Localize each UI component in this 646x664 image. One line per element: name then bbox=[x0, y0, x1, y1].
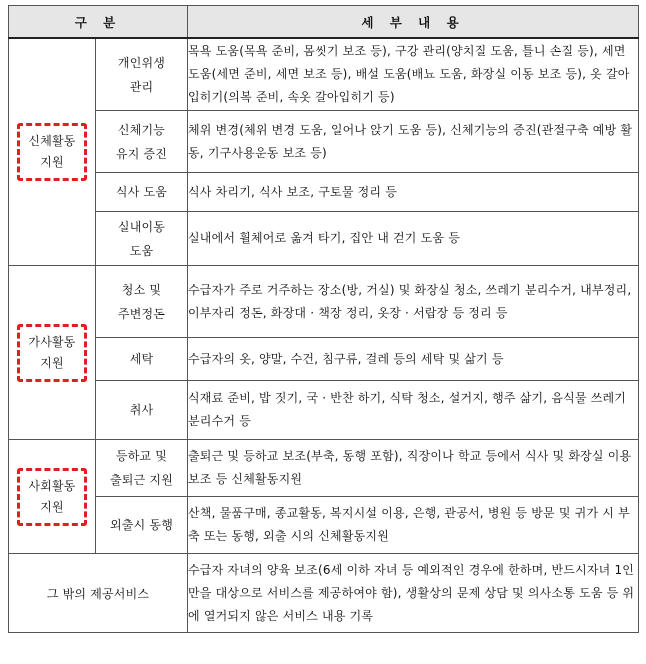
item-cell: 등하교 및 출퇴근 지원 bbox=[96, 440, 188, 497]
other-services-label: 그 밖의 제공서비스 bbox=[9, 554, 188, 633]
item-cell: 취사 bbox=[96, 381, 188, 440]
category-label-housework: 가사활동 지원 bbox=[17, 324, 86, 382]
category-label-physical: 신체활동 지원 bbox=[17, 123, 86, 181]
category-label-social: 사회활동 지원 bbox=[17, 468, 86, 526]
detail-cell: 식사 차리기, 식사 보조, 구토물 정리 등 bbox=[188, 173, 639, 212]
detail-cell: 수급자가 주로 거주하는 장소(방, 거실) 및 화장실 청소, 쓰레기 분리수거, 내부정리, 이부자리 정돈, 화장대 · 책장 정리, 옷장 · 서랍장 등 정리 등 bbox=[188, 266, 639, 338]
table-row bbox=[9, 381, 639, 440]
table-row bbox=[9, 497, 639, 554]
detail-cell: 수급자의 옷, 양말, 수건, 침구류, 걸레 등의 세탁 및 삶기 등 bbox=[188, 338, 639, 381]
category-cell-physical bbox=[9, 38, 96, 266]
header-category: 구 분 bbox=[9, 6, 188, 39]
detail-cell: 목욕 도움(목욕 준비, 몸씻기 보조 등), 구강 관리(양치질 도움, 틀니 손질 등), 세면 도움(세면 준비, 세면 보조 등), 배설 도움(배뇨 도움, 화장실 이동 보조 등), 옷 갈아입히기(의복 준비, 속옷 갈아입히기 등) bbox=[188, 38, 639, 111]
item-cell: 신체기능 유지 증진 bbox=[96, 111, 188, 173]
table-row bbox=[9, 338, 639, 381]
header-detail: 세 부 내 용 bbox=[188, 6, 639, 39]
detail-cell: 식재료 준비, 밥 짓기, 국 · 반찬 하기, 식탁 청소, 설거지, 행주 삶기, 음식물 쓰레기 분리수거 등 bbox=[188, 381, 639, 440]
detail-cell: 체위 변경(체위 변경 도움, 일어나 앉기 도움 등), 신체기능의 증진(관절구축 예방 활동, 기구사용운동 보조 등) bbox=[188, 111, 639, 173]
service-table bbox=[8, 5, 639, 633]
table-row bbox=[9, 38, 639, 111]
item-cell: 세탁 bbox=[96, 338, 188, 381]
table-header-row bbox=[9, 6, 639, 39]
table-row bbox=[9, 440, 639, 497]
category-cell-social bbox=[9, 440, 96, 554]
category-cell-housework bbox=[9, 266, 96, 440]
table-row bbox=[9, 266, 639, 338]
detail-cell: 수급자 자녀의 양육 보조(6세 이하 자녀 등 예외적인 경우에 한하며, 반드시자녀 1인 만을 대상으로 서비스를 제공하여야 함), 생활상의 문제 상담 및 의사소통 도움 등 위에 열거되지 않은 서비스 내용 기록 bbox=[188, 554, 639, 633]
table-row bbox=[9, 554, 639, 633]
detail-cell: 산책, 물품구매, 종교활동, 복지시설 이용, 은행, 관공서, 병원 등 방문 및 귀가 시 부축 또는 동행, 외출 시의 신체활동지원 bbox=[188, 497, 639, 554]
item-cell: 외출시 동행 bbox=[96, 497, 188, 554]
item-cell: 실내이동 도움 bbox=[96, 212, 188, 266]
table-row bbox=[9, 212, 639, 266]
detail-cell: 실내에서 휠체어로 옮겨 타기, 집안 내 걷기 도움 등 bbox=[188, 212, 639, 266]
table-row bbox=[9, 111, 639, 173]
item-cell: 식사 도움 bbox=[96, 173, 188, 212]
detail-cell: 출퇴근 및 등하교 보조(부축, 동행 포함), 직장이나 학교 등에서 식사 및 화장실 이용 보조 등 신체활동지원 bbox=[188, 440, 639, 497]
item-cell: 개인위생 관리 bbox=[96, 38, 188, 111]
item-cell: 청소 및 주변정돈 bbox=[96, 266, 188, 338]
table-row bbox=[9, 173, 639, 212]
